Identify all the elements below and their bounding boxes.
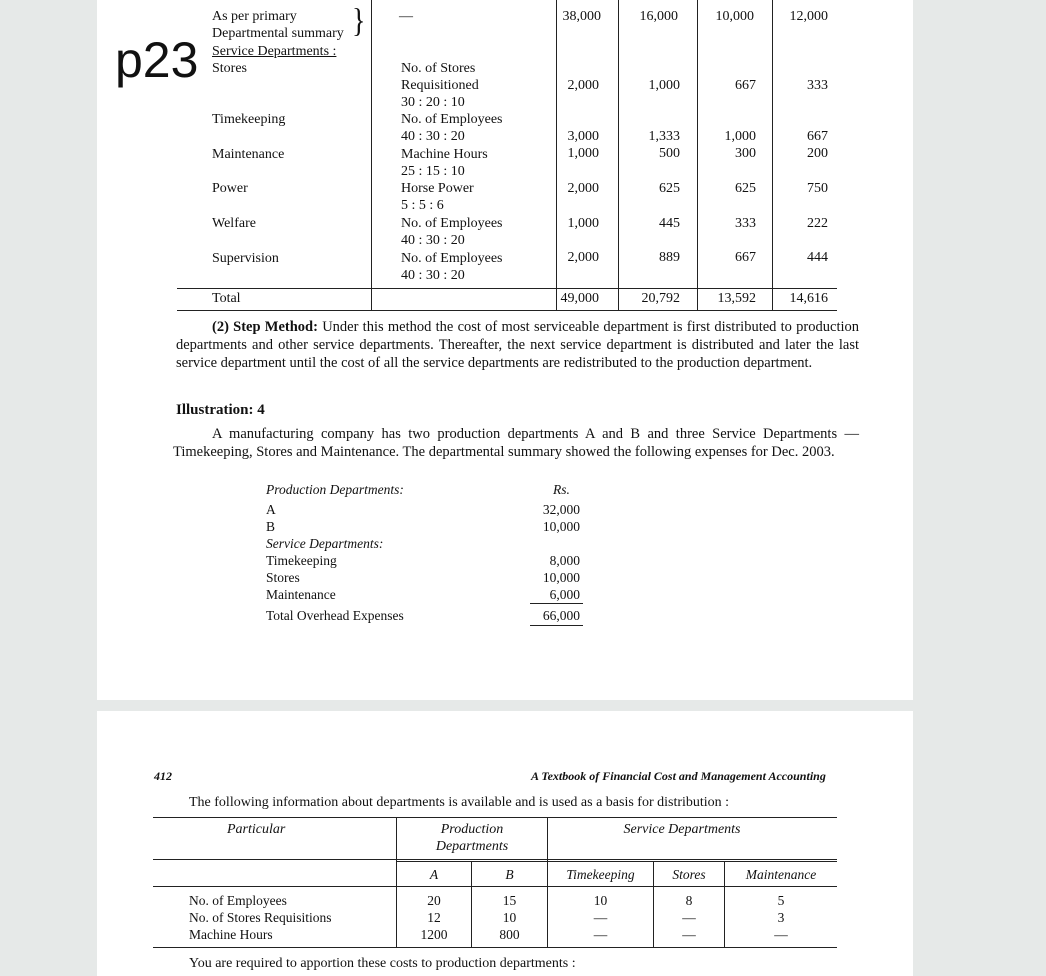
table-basis: — (399, 9, 413, 24)
total-cell: 49,000 (560, 291, 599, 306)
table-row-label: No. of Stores Requisitions (189, 910, 332, 925)
total-cell: 14,616 (789, 291, 828, 306)
table-row-label: No. of Employees (189, 893, 287, 908)
table-cell: 1,000 (567, 216, 599, 231)
total-cell: 13,592 (717, 291, 756, 306)
table-cell: 333 (735, 216, 756, 231)
table-cell: 1,000 (648, 78, 680, 93)
page-marker: p23 (112, 30, 201, 90)
currency-header: Rs. (553, 482, 570, 497)
table-basis: Machine Hours (401, 147, 488, 162)
table-cell: 1200 (420, 927, 448, 942)
brace-glyph: } (352, 2, 366, 40)
page-two (97, 711, 913, 976)
total-cell: 20,792 (641, 291, 680, 306)
subheader-maintenance: Maintenance (745, 867, 817, 882)
header-service: Service Departments (623, 822, 741, 837)
table-cell: 222 (807, 216, 828, 231)
table-cell: 16,000 (639, 9, 678, 24)
illustration-heading: Illustration: 4 (176, 402, 265, 418)
production-heading: Production Departments: (266, 482, 404, 497)
sum-rule (530, 603, 583, 604)
table-cell: 750 (807, 181, 828, 196)
table-cell: 667 (807, 129, 828, 144)
table-cell: — (593, 927, 608, 942)
expense-name: Stores (266, 570, 300, 585)
table-cell: 12 (427, 910, 441, 925)
table-row-label: Machine Hours (189, 927, 273, 942)
illustration-paragraph: A manufacturing company has two production departments A and B and three Service Departments — Timekeeping, Stores and Maintenance. The departmental summary showed the following expenses for Dec. 2003. (173, 426, 859, 460)
expense-value: 8,000 (549, 553, 580, 568)
table-basis: No. of Stores (401, 61, 476, 76)
table-divider (371, 0, 372, 311)
table-cell: 38,000 (562, 9, 601, 24)
table-cell: 445 (659, 216, 680, 231)
table-cell: 10,000 (715, 9, 754, 24)
subheader-b: B (505, 867, 514, 882)
section-heading: Service Departments : (212, 44, 337, 59)
table-cell: 10 (502, 910, 517, 925)
running-title: A Textbook of Financial Cost and Management Accounting (531, 769, 826, 783)
table-cell: 625 (659, 181, 680, 196)
table-rule (153, 859, 837, 860)
table-cell: 1,333 (648, 129, 680, 144)
table-cell: 889 (659, 250, 680, 265)
table-divider (618, 0, 619, 311)
table-basis: 25 : 15 : 10 (401, 164, 465, 179)
table-cell: 300 (735, 146, 756, 161)
table-cell: 2,000 (567, 181, 599, 196)
table-basis: 40 : 30 : 20 (401, 268, 465, 283)
page-number: 412 (154, 769, 172, 783)
table-cell: 10 (593, 893, 608, 908)
table-basis: No. of Employees (401, 112, 503, 127)
table-rule (177, 288, 837, 289)
table-row-label: Stores (212, 61, 247, 76)
step-method-text: Under this method the cost of most serviceable department is first distributed to production departments and other service departments. Thereafter, the next service department is distributed and later the last service department until the cost of all the service departments are redistributed to the production department. (176, 319, 859, 371)
table-cell: 1,000 (724, 129, 756, 144)
subheader-a: A (429, 867, 439, 882)
table-cell: 333 (807, 78, 828, 93)
subheader-stores: Stores (672, 867, 706, 882)
table-cell: 2,000 (567, 250, 599, 265)
table-cell: 3,000 (567, 129, 599, 144)
step-method-paragraph (176, 318, 859, 372)
table-basis: 40 : 30 : 20 (401, 129, 465, 144)
table-cell: 500 (659, 146, 680, 161)
total-label: Total (212, 291, 241, 306)
step-method-heading: (2) Step Method: (212, 319, 318, 335)
table-cell: 12,000 (789, 9, 828, 24)
table-basis: 30 : 20 : 10 (401, 95, 465, 110)
table-basis: 5 : 5 : 6 (401, 198, 444, 213)
expense-value: 10,000 (542, 519, 580, 534)
table-cell: 2,000 (567, 78, 599, 93)
total-expenses-value: 66,000 (542, 608, 580, 623)
table-row-label: Welfare (212, 216, 256, 231)
expense-value: 10,000 (542, 570, 580, 585)
table-row-label: Maintenance (212, 147, 285, 162)
table-basis: Requisitioned (401, 78, 479, 93)
subheader-timekeeping: Timekeeping (566, 867, 635, 882)
table-cell: 444 (807, 250, 828, 265)
expense-value: 32,000 (542, 502, 580, 517)
table-cell: 625 (735, 181, 756, 196)
table-cell: 20 (427, 893, 441, 908)
table-rule (153, 947, 837, 948)
table-cell: 3 (777, 910, 785, 925)
header-production: Production (440, 822, 504, 837)
table-cell: — (774, 927, 788, 942)
page-one (97, 0, 913, 700)
header-particular: Particular (227, 822, 286, 837)
table-basis: No. of Employees (401, 251, 503, 266)
expense-name: Maintenance (266, 587, 336, 602)
expense-name: B (266, 519, 276, 534)
table-cell: — (682, 910, 696, 925)
table-row-label: Supervision (212, 251, 279, 266)
intro-text: The following information about departments is available and is used as a basis for distribution : (189, 795, 730, 810)
table-row-label: Timekeeping (212, 112, 286, 127)
table-row-label: As per primary (212, 9, 297, 24)
expense-name: Timekeeping (266, 553, 337, 568)
table-row-label: Power (212, 181, 248, 196)
table-rule (177, 310, 837, 311)
table-cell: 8 (685, 893, 693, 908)
table-cell: 200 (807, 146, 828, 161)
table-row-label: Departmental summary (212, 26, 344, 41)
total-rule (530, 625, 583, 626)
service-heading: Service Departments: (266, 536, 384, 551)
table-cell: 667 (735, 250, 756, 265)
table-cell: 667 (735, 78, 756, 93)
table-cell: — (593, 910, 608, 925)
table-basis: Horse Power (401, 181, 474, 196)
table-rule (153, 886, 837, 887)
table-cell: 5 (777, 893, 785, 908)
table-rule (396, 861, 837, 862)
footer-text: You are required to apportion these costs to production departments : (189, 956, 576, 971)
header-production: Departments (435, 839, 509, 854)
table-basis: No. of Employees (401, 216, 503, 231)
table-cell: — (682, 927, 696, 942)
expense-value: 6,000 (549, 587, 580, 602)
table-rule (153, 817, 837, 818)
table-cell: 800 (499, 927, 520, 942)
table-cell: 15 (502, 893, 517, 908)
table-cell: 1,000 (567, 146, 599, 161)
total-expenses-label: Total Overhead Expenses (266, 608, 404, 623)
table-basis: 40 : 30 : 20 (401, 233, 465, 248)
expense-name: A (266, 502, 276, 517)
